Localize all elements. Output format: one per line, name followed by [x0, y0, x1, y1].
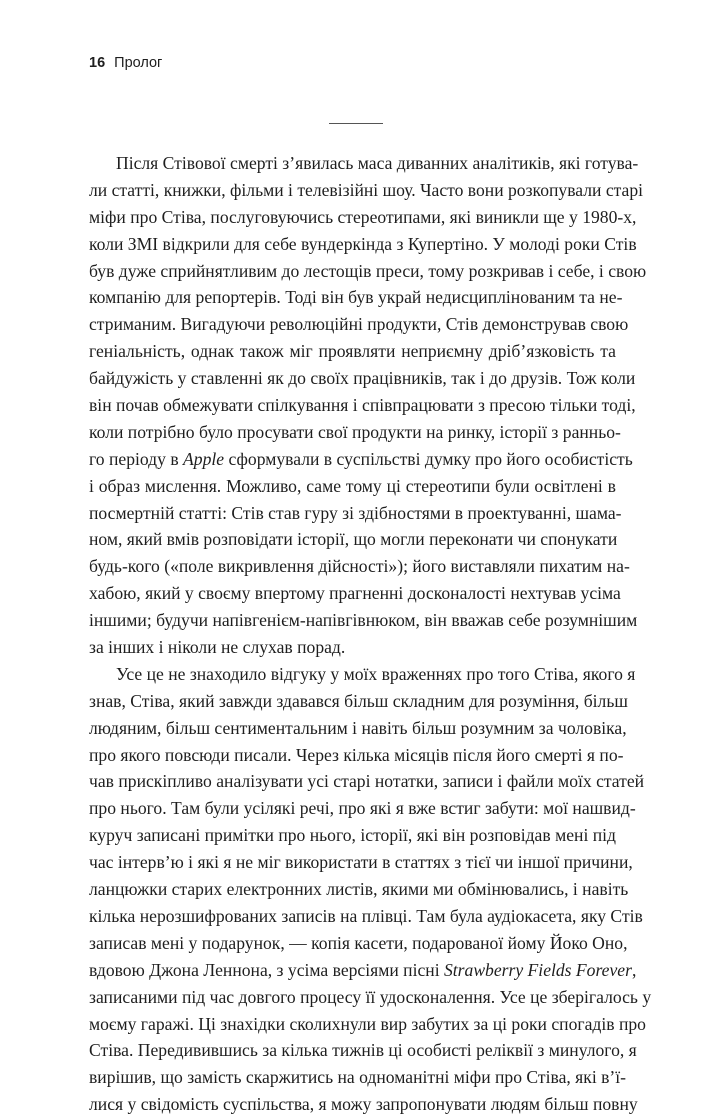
text-segment: коли ЗМІ відкрили для себе вундеркінда з Купертіно. У молоді роки Стів [89, 233, 637, 254]
text-segment: ном, який вмів розповідати історії, що могли переконати чи спонукати [89, 529, 618, 550]
text-line [89, 661, 636, 688]
running-head: Пролог [114, 55, 163, 71]
text-line [89, 903, 643, 930]
text-segment: записав мені у подарунок, — копія касети, подарованої йому Йоко Оно, [89, 932, 628, 953]
text-segment: посмертній статті: Стів став гуру зі здібностями в проектуванні, шама- [89, 502, 622, 523]
text-segment: людяним, більш сентиментальним і навіть більш розумним за чоловіка, [89, 717, 627, 738]
text-line [89, 204, 637, 231]
text-line [89, 957, 637, 984]
text-line [89, 822, 616, 849]
text-segment: про нього. Там були усілякі речі, про які я вже встиг забути: мої нашвид- [89, 798, 636, 819]
text-line [89, 365, 636, 392]
paragraph [89, 661, 652, 1118]
text-line [89, 258, 647, 285]
text-segment: , [631, 959, 637, 980]
text-segment: будь-кого («поле викривлення дійсності»); його виставляли пихатим на- [89, 556, 630, 577]
text-segment: про якого повсюди писали. Через кілька місяців після його смерті я по- [89, 744, 624, 765]
text-segment: сформували в суспільстві думку про його особистість [224, 448, 633, 469]
text-line [89, 231, 637, 258]
text-segment: іншими; будучи напівгенієм-напівгівнюком, він вважав себе розумнішим [89, 610, 638, 631]
italic-text: Strawberry Fields Forever [443, 959, 632, 980]
text-segment: ланцюжки старих електронних листів, якими ми обмінювались, і навіть [89, 879, 629, 900]
text-segment: го періоду в [89, 448, 184, 469]
text-line [89, 768, 645, 795]
text-segment: геніальність, однак також міг проявляти неприємну дріб’язковість та [89, 341, 616, 362]
text-line [89, 392, 636, 419]
text-segment: він почав обмежувати спілкування і співпрацювати з пресою тільки тоді, [89, 395, 636, 416]
page-number: 16 [89, 55, 106, 71]
text-line [89, 419, 621, 446]
text-segment: вирішив, що замість скаржитись на одноманітні міфи про Стіва, які в’ї- [89, 1067, 627, 1088]
text-segment: Стіва. Передивившись за кілька тижнів ці особисті реліквії з минулого, я [89, 1040, 637, 1061]
text-line [89, 311, 629, 338]
text-line [89, 607, 638, 634]
text-segment: хабою, який у своєму впертому прагненні досконалості нехтував усіма [89, 583, 621, 604]
text-line [89, 984, 652, 1011]
text-segment: моєму гаражі. Ці знахідки сколихнули вир забутих за ці роки спогадів про [89, 1013, 646, 1034]
text-segment: знав, Стіва, який завжди здавався більш складним для розуміння, більш [89, 690, 628, 711]
text-segment: компанію для репортерів. Тоді він був украй недисциплінованим та не- [89, 287, 623, 308]
text-segment: ли статті, книжки, фільми і телевізійні шоу. Часто вони розкопували старі [89, 179, 644, 200]
text-line [89, 500, 622, 527]
text-segment: байдужість у ставленні як до своїх працівників, так і до друзів. Тож коли [89, 368, 636, 389]
text-segment: Після Стівової смерті з’явилась маса диванних аналітиків, які готува- [116, 153, 639, 173]
text-line [89, 150, 639, 177]
text-segment: і образ мислення. Можливо, саме тому ці стереотипи були освітлені в [89, 475, 616, 496]
text-line [89, 795, 636, 822]
text-line [89, 526, 616, 553]
text-line [89, 553, 630, 580]
text-segment: коли потрібно було просувати свої продукти на ринку, історії з ранньо- [89, 421, 621, 442]
text-segment: чав прискіпливо аналізувати усі старі нотатки, записи і файли моїх статей [89, 771, 645, 792]
text-segment: куруч записані примітки про нього, історії, які він розповідав мені під [89, 825, 616, 846]
text-line [89, 634, 616, 661]
text-segment: Усе це не знаходило відгуку у моїх враженнях про того Стіва, якого я [116, 663, 636, 684]
text-segment: час інтерв’ю і які я не міг використати в статтях з тієї чи іншої причини, [89, 852, 633, 873]
text-line [89, 473, 616, 500]
text-segment: записаними під час довгого процесу її удосконалення. Усе це зберігалось у [89, 986, 652, 1007]
text-line [89, 715, 627, 742]
italic-text: Apple [183, 448, 225, 469]
text-segment: вдовою Джона Леннона, з усіма версіями пісні [89, 959, 444, 980]
text-segment: лися у свідомість суспільства, я можу запропонувати людям більш повну [89, 1094, 638, 1115]
text-line [89, 284, 623, 311]
text-segment: за інших і ніколи не слухав порад. [89, 637, 346, 658]
paragraph [89, 150, 647, 661]
text-line [89, 876, 629, 903]
text-segment: стриманим. Вигадуючи революційні продукти, Стів демонстрував свою [89, 314, 629, 335]
text-line [89, 1064, 627, 1091]
text-segment: був дуже сприйнятливим до лестощів преси, тому розкривав і себе, і свою [89, 260, 647, 281]
text-segment: кілька нерозшифрованих записів на плівці. Там була аудіокасета, яку Стів [89, 905, 643, 926]
text-line [89, 1091, 638, 1118]
page-header [89, 55, 162, 71]
text-line [89, 742, 624, 769]
text-line [89, 1037, 637, 1064]
text-line [89, 688, 628, 715]
text-line [89, 580, 621, 607]
body-text [89, 150, 652, 1118]
text-line [89, 338, 616, 365]
text-segment: міфи про Стіва, послуговуючись стереотипами, які виникли ще у 1980-х, [89, 206, 637, 227]
text-line [89, 930, 628, 957]
text-line [89, 446, 633, 473]
text-line [89, 849, 633, 876]
text-line [89, 177, 644, 204]
section-divider [329, 123, 383, 124]
